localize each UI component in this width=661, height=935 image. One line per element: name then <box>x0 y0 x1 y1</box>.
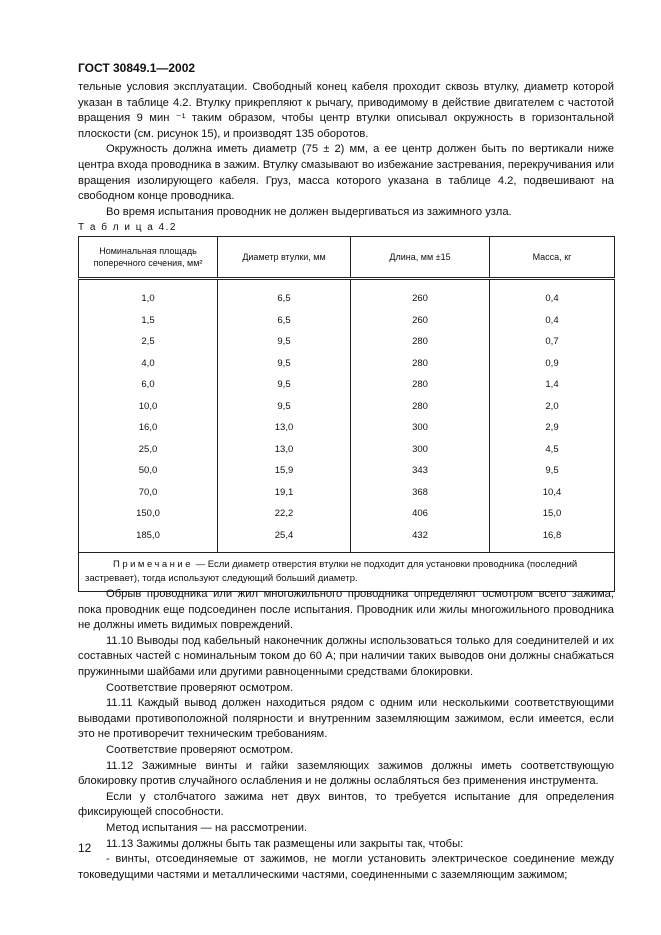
table-cell: 260 <box>351 279 490 310</box>
paragraph: 11.10 Выводы под кабельный наконечник должны использоваться только для соединителей и их составных частей с номинальным током до 60 А; при наличии таких выводов они должны снабжаться пружинными шайбами или другими равноценными средствами блокировки. <box>78 634 614 678</box>
paragraph: тельные условия эксплуатации. Свободный конец кабеля проходит сквозь втулку, диаметр которой указан в таблице 4.2. Втулку прикрепляют к рычагу, приводимому в действие двигателем с частотой вращения 9 мин ⁻¹ таким образом, чтобы центр втулки описывал окружность в горизонтальной плоскости (см. рисунок 15), и производят 135 оборотов. <box>78 81 614 140</box>
column-header: Масса, кг <box>490 237 615 279</box>
table-cell: 19,1 <box>218 482 351 504</box>
table-cell: 9,5 <box>218 374 351 396</box>
table-cell: 406 <box>351 503 490 525</box>
table-row <box>79 460 615 482</box>
paragraph: Соответствие проверяют осмотром. <box>106 681 294 694</box>
table-cell: 280 <box>351 374 490 396</box>
table-cell: 2,9 <box>490 417 615 439</box>
paragraph: Обрыв проводника или жил многожильного проводника определяют осмотром всего зажима, пока проводник еще подсоединен после испытания. Проводник или жилы многожильного проводника не должны иметь видимых повреждений. <box>78 588 614 632</box>
table-row <box>79 525 615 553</box>
table-cell: 6,0 <box>79 374 218 396</box>
column-header: Длина, мм ±15 <box>351 237 490 279</box>
table-cell: 10,4 <box>490 482 615 504</box>
table-row <box>79 482 615 504</box>
table-cell: 9,5 <box>218 353 351 375</box>
paragraph: - винты, отсоединяемые от зажимов, не могли установить электрическое соединение между токоведущими частями и металлическими частями, соединенными с заземляющим зажимом; <box>78 853 614 881</box>
paragraph: Если у столбчатого зажима нет двух винтов, то требуется испытание для определения фиксирующей способности. <box>78 790 614 819</box>
table-cell: 0,4 <box>490 279 615 310</box>
column-header: Номинальная площадь поперечного сечения, мм² <box>79 237 218 279</box>
table-row <box>79 417 615 439</box>
table-cell: 0,4 <box>490 310 615 332</box>
table-cell: 150,0 <box>79 503 218 525</box>
table-cell: 70,0 <box>79 482 218 504</box>
table-cell: 280 <box>351 396 490 418</box>
table-row <box>79 310 615 332</box>
table-row <box>79 331 615 353</box>
table-cell: 300 <box>351 439 490 461</box>
table-row <box>79 396 615 418</box>
table-cell: 9,5 <box>218 396 351 418</box>
paragraph: Метод испытания — на рассмотрении. <box>106 821 308 834</box>
table-cell: 4,5 <box>490 439 615 461</box>
table-note <box>79 553 615 592</box>
table-cell: 185,0 <box>79 525 218 553</box>
data-table <box>78 236 615 592</box>
table-row <box>79 279 615 310</box>
table-cell: 13,0 <box>218 439 351 461</box>
paragraph: Соответствие проверяют осмотром. <box>106 743 294 756</box>
table-cell: 280 <box>351 353 490 375</box>
table-cell: 9,5 <box>218 331 351 353</box>
document-header: ГОСТ 30849.1—2002 <box>78 61 196 75</box>
note-label: Примечание <box>113 559 193 570</box>
table-cell: 4,0 <box>79 353 218 375</box>
table-row <box>79 374 615 396</box>
table-cell: 343 <box>351 460 490 482</box>
paragraph: 11.12 Зажимные винты и гайки заземляющих зажимов должны иметь соответствующую блокировку против случайного ослабления и не должны ослабляться без применения инструмента. <box>78 759 614 788</box>
table-cell: 260 <box>351 310 490 332</box>
note-text: — Если диаметр отверстия втулки не подходит для установки проводника (последний застревает), тогда используют следующий больший диаметр. <box>85 559 578 584</box>
table-cell: 432 <box>351 525 490 553</box>
table-cell: 0,7 <box>490 331 615 353</box>
table-cell: 1,5 <box>79 310 218 332</box>
table-cell: 2,0 <box>490 396 615 418</box>
table-cell: 6,5 <box>218 310 351 332</box>
table-cell: 368 <box>351 482 490 504</box>
table-cell: 2,5 <box>79 331 218 353</box>
table-cell: 9,5 <box>490 460 615 482</box>
table-cell: 6,5 <box>218 279 351 310</box>
table-cell: 1,0 <box>79 279 218 310</box>
table-caption: Т а б л и ц а 4.2 <box>78 222 177 233</box>
table-cell: 16,0 <box>79 417 218 439</box>
table-cell: 25,4 <box>218 525 351 553</box>
table-row <box>79 503 615 525</box>
table-row <box>79 439 615 461</box>
table-cell: 15,0 <box>490 503 615 525</box>
table-cell: 25,0 <box>79 439 218 461</box>
paragraph: 11.13 Зажимы должны быть так размещены или закрыты так, чтобы: <box>106 837 464 850</box>
table-header-row <box>79 237 615 279</box>
table-cell: 22,2 <box>218 503 351 525</box>
bottom-text <box>78 587 614 883</box>
top-text <box>78 80 614 220</box>
paragraph: Окружность должна иметь диаметр (75 ± 2) мм, а ее центр должен быть по вертикали ниже центра входа проводника в зажим. Втулку смазывают во избежание застревания, перекручивания или вращения изолирующего кабеля. Груз, масса которого указана в таблице 4.2, подвешивают на свободном конце проводника. <box>78 143 614 203</box>
table-cell: 0,9 <box>490 353 615 375</box>
table-row <box>79 353 615 375</box>
table-cell: 15,9 <box>218 460 351 482</box>
page-number: 12 <box>78 841 92 855</box>
table-cell: 50,0 <box>79 460 218 482</box>
table-cell: 16,8 <box>490 525 615 553</box>
table-cell: 10,0 <box>79 396 218 418</box>
column-header: Диаметр втулки, мм <box>218 237 351 279</box>
paragraph: Во время испытания проводник не должен выдергиваться из зажимного узла. <box>106 205 512 218</box>
table-cell: 13,0 <box>218 417 351 439</box>
paragraph: 11.11 Каждый вывод должен находиться рядом с одним или несколькими соответствующими выводами противоположной полярности и внутренним заземляющим зажимом, если имеется, если это не противоречит техническим требованиям. <box>78 697 614 741</box>
table-cell: 300 <box>351 417 490 439</box>
table-cell: 1,4 <box>490 374 615 396</box>
table-cell: 280 <box>351 331 490 353</box>
